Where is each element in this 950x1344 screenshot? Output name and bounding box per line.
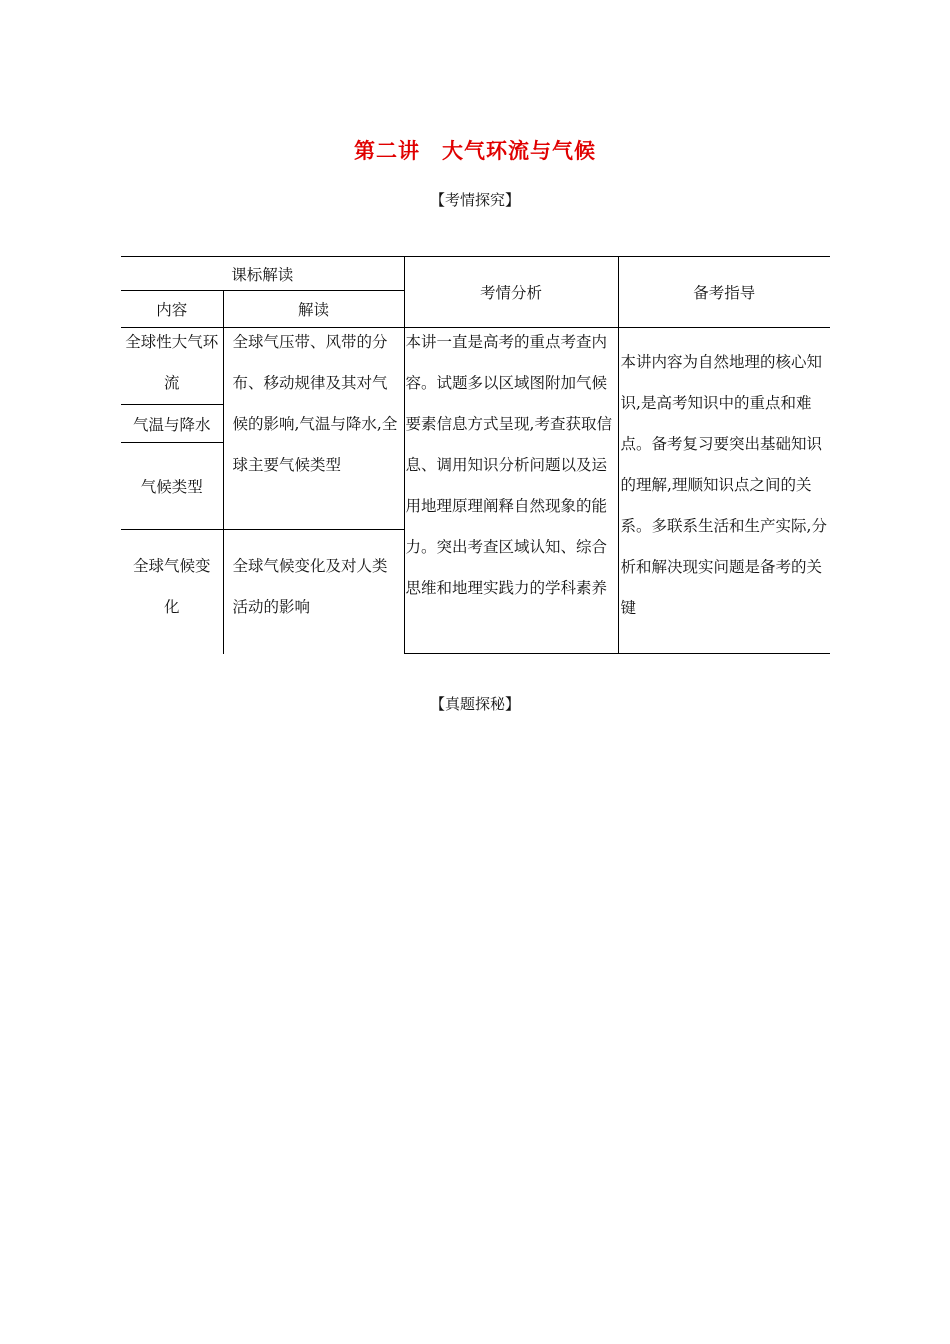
header-content: 内容 — [121, 291, 223, 328]
exam-analysis-text: 本讲一直是高考的重点考查内容。试题多以区域图附加气候要素信息方式呈现,考查获取信息、调用知识分析问题以及运用地理原理阐释自然现象的能力。突出考查区域认知、综合思维和地理实践力的学科素养 — [404, 328, 618, 654]
header-exam-analysis: 考情分析 — [404, 257, 618, 328]
curriculum-table — [121, 256, 830, 654]
section-heading-exam-analysis: 【考情探究】 — [429, 191, 520, 209]
content-temperature-precipitation: 气温与降水 — [121, 405, 223, 443]
interpretation-climate-change: 全球气候变化及对人类活动的影响 — [223, 530, 404, 654]
section-heading-real-questions: 【真题探秘】 — [429, 695, 520, 713]
title-topic: 大气环流与气候 — [442, 139, 596, 163]
content-global-circulation: 全球性大气环流 — [121, 328, 223, 405]
preparation-guidance-text: 本讲内容为自然地理的核心知识,是高考知识中的重点和难点。备考复习要突出基础知识的理解,理顺知识点之间的关系。多联系生活和生产实际,分析和解决现实问题是备考的关键 — [618, 328, 830, 654]
interpretation-pressure-belts: 全球气压带、风带的分布、移动规律及其对气候的影响,气温与降水,全球主要气候类型 — [223, 328, 404, 530]
content-climate-types: 气候类型 — [121, 443, 223, 530]
header-preparation-guidance: 备考指导 — [618, 257, 830, 328]
page-title — [0, 136, 950, 166]
title-lecture-number: 第二讲 — [354, 139, 420, 163]
content-climate-change: 全球气候变化 — [121, 530, 223, 654]
header-interpretation: 解读 — [223, 291, 404, 328]
header-curriculum-group: 课标解读 — [121, 257, 404, 291]
